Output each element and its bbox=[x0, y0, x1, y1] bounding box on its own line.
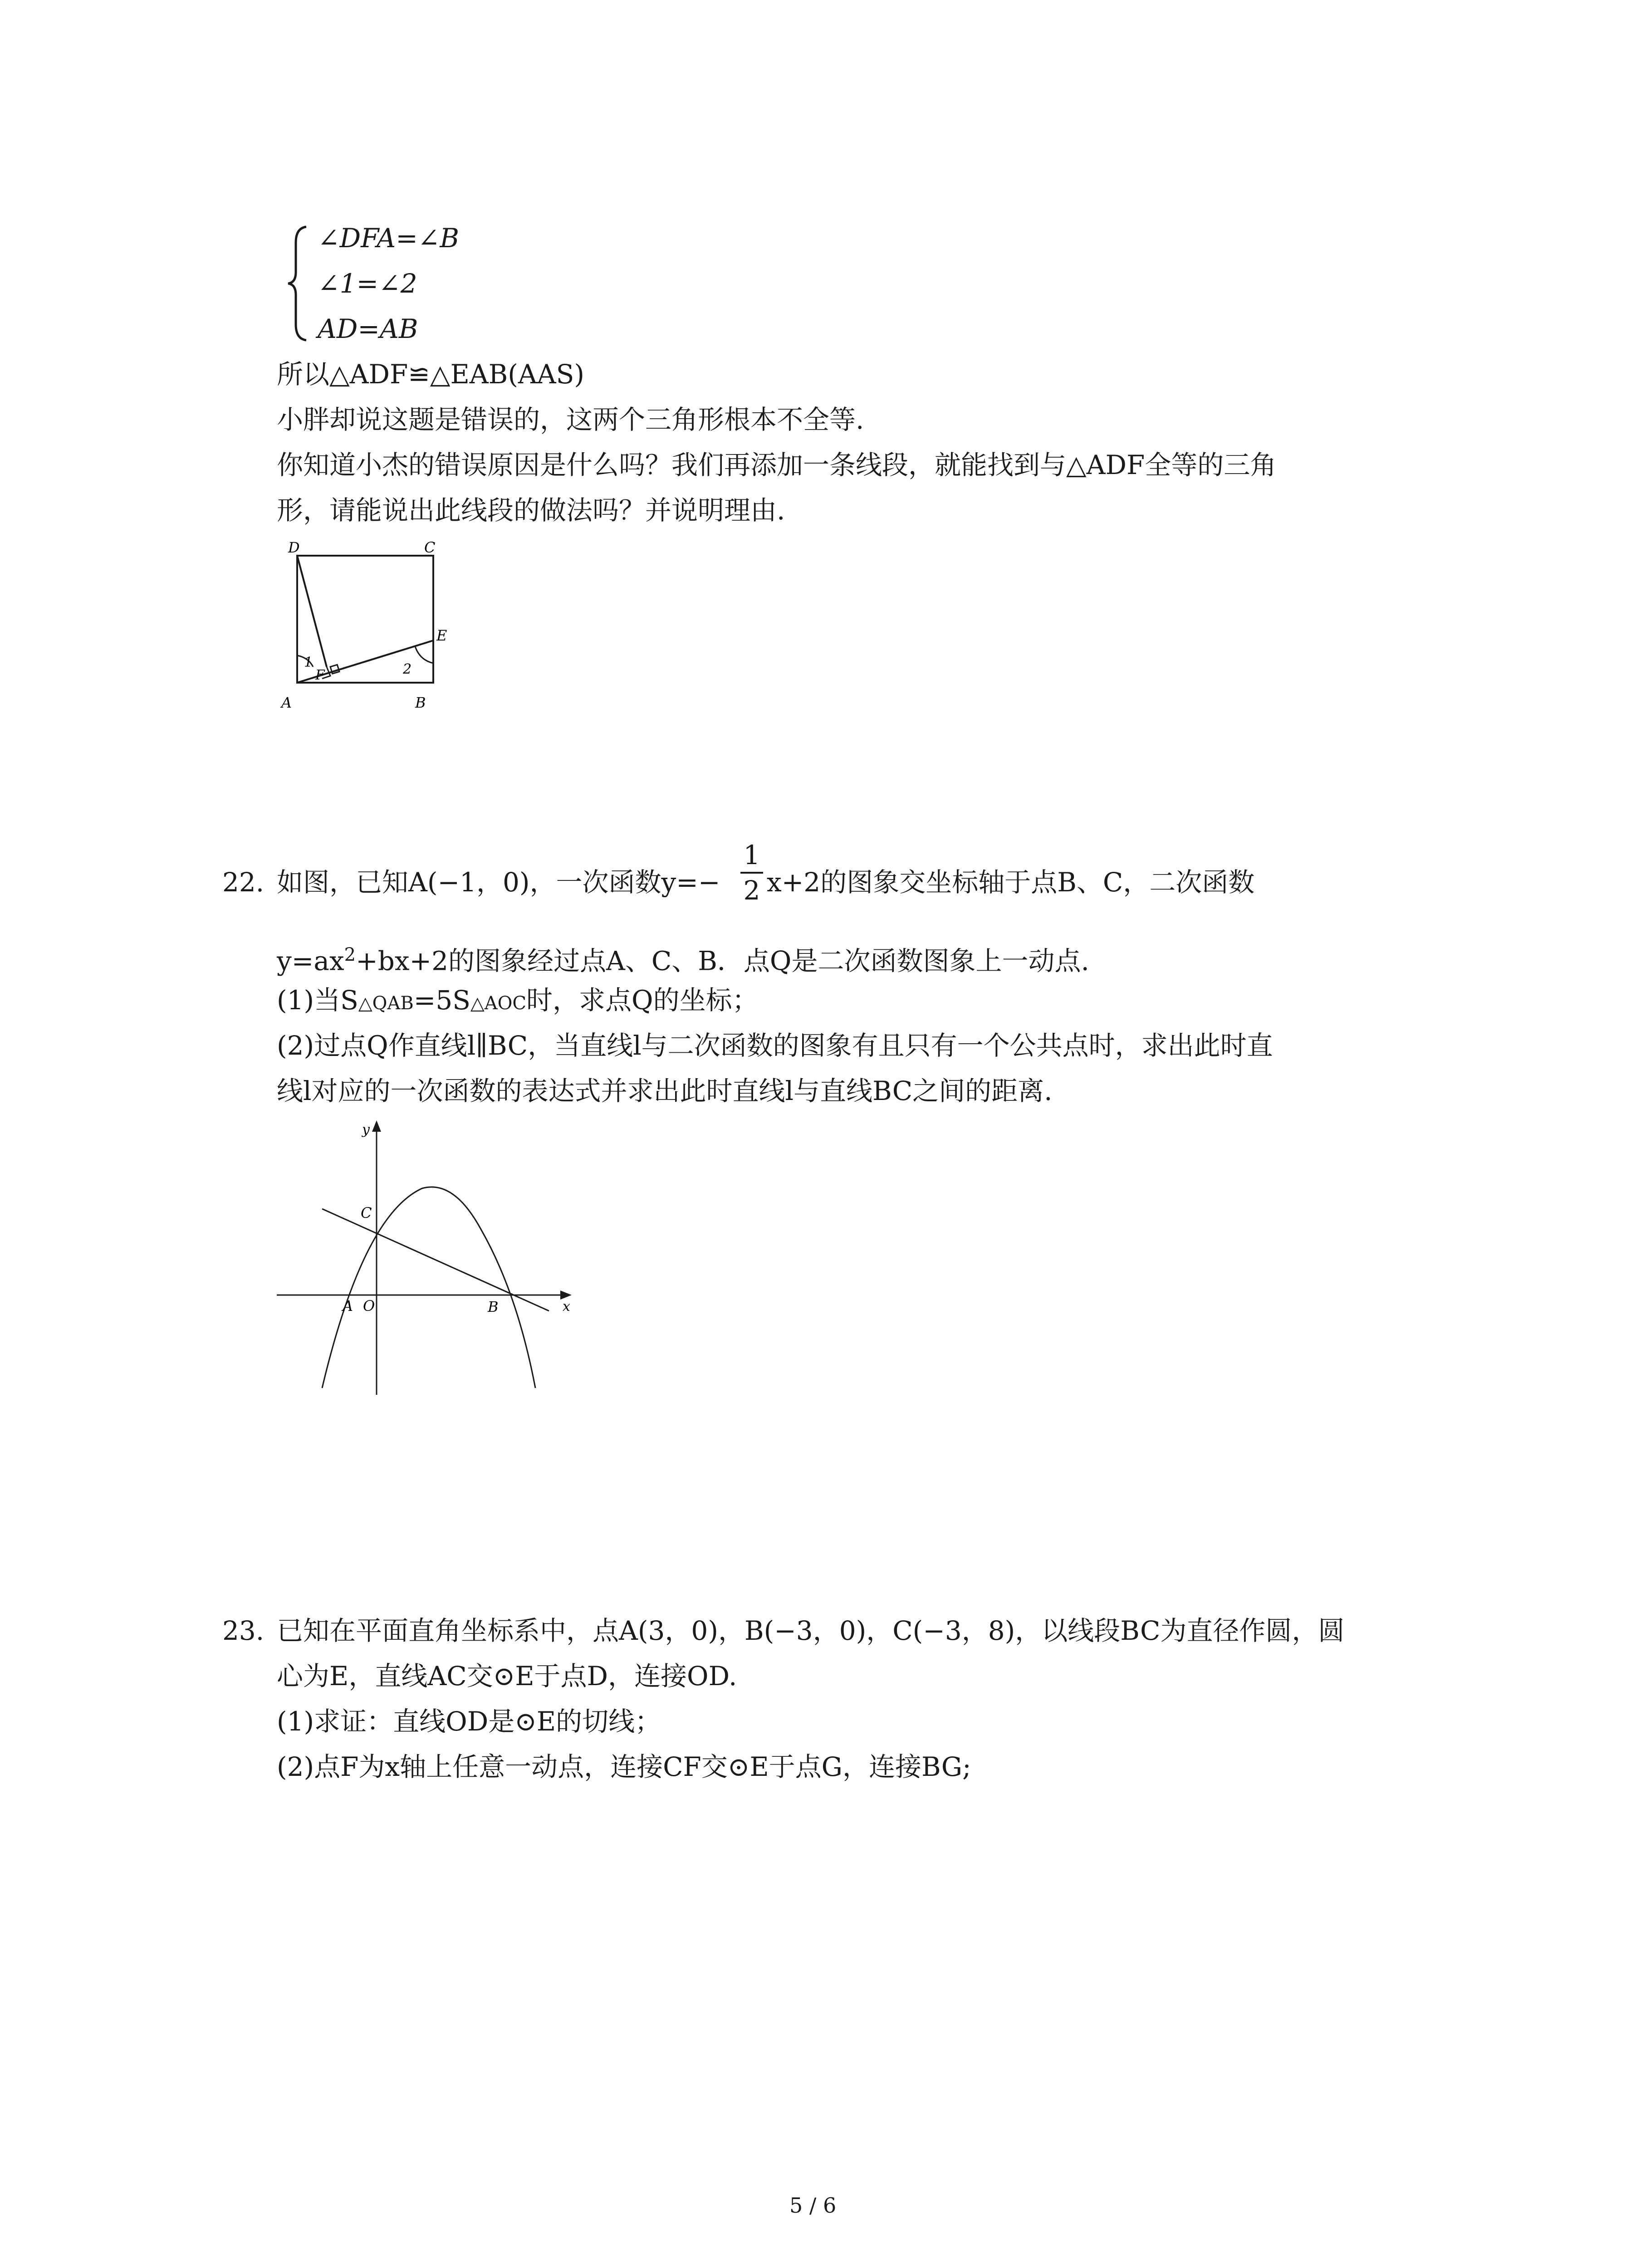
conclusion-text: 所以△ADF≌△EAB(AAS) bbox=[277, 359, 585, 390]
page-number: 5 / 6 bbox=[789, 2193, 837, 2218]
q23-line1: 已知在平面直角坐标系中，点A(3，0)，B(−3，0)，C(−3，8)，以线段BC为直径作圆，圆 bbox=[277, 1615, 1345, 1646]
xiaopang-text: 小胖却说这题是错误的，这两个三角形根本不全等. bbox=[277, 404, 864, 435]
q22-p1-a: (1)当S bbox=[277, 985, 358, 1016]
q22-fraction bbox=[740, 839, 763, 906]
q22-line1-b: x+2的图象交坐标轴于点B、C，二次函数 bbox=[767, 867, 1255, 898]
x-axis-arrow-icon bbox=[560, 1290, 572, 1300]
left-brace-icon bbox=[286, 225, 313, 342]
q23-part2: (2)点F为x轴上任意一动点，连接CF交⊙E于点G，连接BG; bbox=[277, 1751, 971, 1782]
q22-p1-c: 时，求点Q的坐标； bbox=[526, 985, 759, 1016]
q22-part2-line2: 线l对应的一次函数的表达式并求出此时直线l与直线BC之间的距离. bbox=[277, 1075, 1053, 1106]
q22-number: 22. bbox=[222, 867, 265, 898]
square-abcd bbox=[297, 556, 433, 683]
label-b: B bbox=[415, 694, 426, 711]
system-line-2: ∠1=∠2 bbox=[318, 268, 417, 299]
right-angle-box bbox=[330, 665, 339, 674]
question-line-2: 形，请能说出此线段的做法吗？并说明理由. bbox=[277, 495, 785, 526]
q22-frac-num: 1 bbox=[743, 840, 760, 870]
system-line-3: AD=AB bbox=[318, 313, 418, 344]
parabola-figure bbox=[272, 1116, 581, 1397]
q23-part1: (1)求证：直线OD是⊙E的切线； bbox=[277, 1706, 661, 1737]
q22-part1 bbox=[277, 982, 759, 1022]
label-c: C bbox=[424, 539, 436, 556]
label-o: O bbox=[363, 1297, 375, 1315]
square-figure bbox=[277, 535, 467, 726]
label-b: B bbox=[488, 1298, 499, 1315]
q22-p1-sub2: △AOC bbox=[470, 993, 527, 1014]
label-e: E bbox=[436, 627, 447, 644]
q22-line2 bbox=[277, 937, 1089, 979]
label-2: 2 bbox=[403, 661, 412, 677]
question-line-1: 你知道小杰的错误原因是什么吗？我们再添加一条线段，就能找到与△ADF全等的三角 bbox=[277, 450, 1277, 480]
q23-number: 23. bbox=[222, 1615, 265, 1646]
q23-line2: 心为E，直线AC交⊙E于点D，连接OD. bbox=[277, 1661, 737, 1691]
q22-line1-a: 如图，已知A(−1，0)，一次函数y=− bbox=[277, 867, 720, 898]
q22-frac-bar bbox=[740, 872, 763, 874]
segment-de bbox=[297, 556, 327, 667]
label-f: F bbox=[315, 667, 325, 683]
q22-p1-sub1: △QAB bbox=[358, 993, 414, 1014]
parabola-curve bbox=[322, 1187, 535, 1388]
label-a: A bbox=[343, 1297, 353, 1315]
q22-frac-den: 2 bbox=[743, 875, 760, 906]
angle-2-arc bbox=[415, 646, 433, 663]
system-line-1: ∠DFA=∠B bbox=[318, 223, 460, 254]
label-a: A bbox=[281, 694, 292, 711]
q22-line2-b: +bx+2的图象经过点A、C、B．点Q是二次函数图象上一动点. bbox=[356, 945, 1089, 977]
label-d: D bbox=[288, 539, 300, 556]
y-axis-arrow-icon bbox=[372, 1120, 381, 1132]
label-c: C bbox=[361, 1204, 372, 1222]
q22-part2-line1: (2)过点Q作直线l∥BC，当直线l与二次函数的图象有且只有一个公共点时，求出此时直 bbox=[277, 1030, 1273, 1061]
label-x: x bbox=[563, 1299, 570, 1315]
label-1: 1 bbox=[304, 655, 313, 670]
label-y: y bbox=[362, 1122, 370, 1138]
q22-line2-a: y=ax bbox=[277, 945, 344, 977]
q22-p1-b: =5S bbox=[413, 985, 470, 1016]
q22-line2-sup: 2 bbox=[344, 944, 356, 965]
